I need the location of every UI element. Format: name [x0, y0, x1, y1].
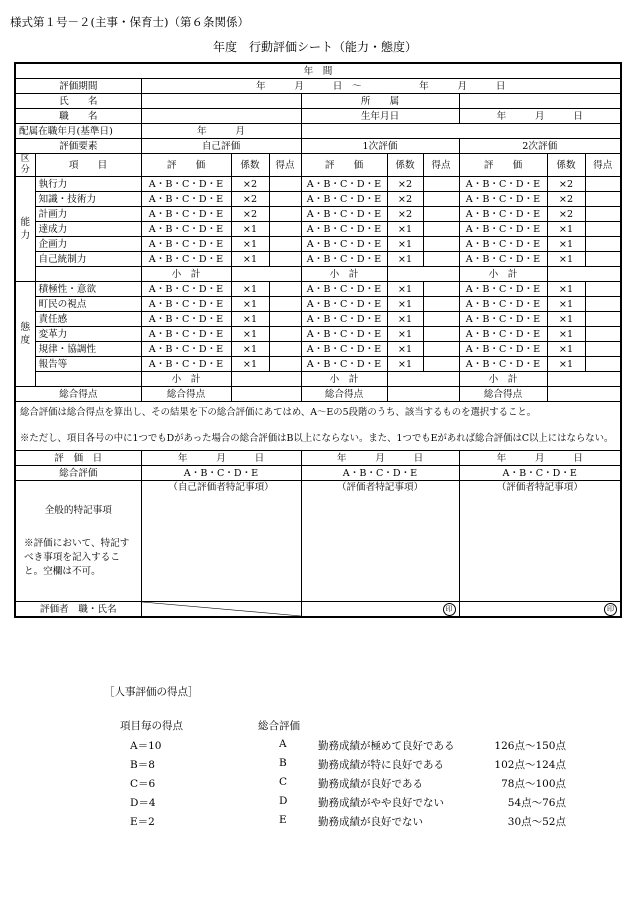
- score-field[interactable]: [585, 237, 621, 252]
- score-row: [0, 814, 630, 830]
- grade-select[interactable]: A・B・C・D・E: [301, 237, 387, 252]
- overall-label: 総合評価: [15, 466, 141, 481]
- overall-description: 勤務成績が極めて良好である: [318, 740, 455, 752]
- second-specials-heading: （評価者特記事項）: [496, 482, 583, 493]
- attitude-section: [15, 282, 621, 387]
- subtotal-label: 小 計: [459, 267, 547, 282]
- name-field[interactable]: [141, 94, 301, 109]
- coefficient: ×2: [387, 192, 423, 207]
- department-label: 所 属: [301, 94, 459, 109]
- score-field[interactable]: [423, 327, 459, 342]
- grade-select[interactable]: A・B・C・D・E: [459, 177, 547, 192]
- overall-description: 勤務成績が特に良好である: [318, 759, 444, 771]
- overall-second[interactable]: A・B・C・D・E: [459, 466, 621, 481]
- coefficient: ×1: [387, 222, 423, 237]
- score-field[interactable]: [423, 222, 459, 237]
- score-field[interactable]: [423, 282, 459, 297]
- eval-date-label: 評 価 日: [15, 451, 141, 466]
- score-field[interactable]: [423, 312, 459, 327]
- grade-select[interactable]: A・B・C・D・E: [141, 357, 231, 372]
- overall-grade: A: [279, 738, 287, 750]
- coefficient: ×1: [387, 252, 423, 267]
- score-field[interactable]: [423, 207, 459, 222]
- item-point: D＝4: [130, 797, 156, 809]
- grade-select[interactable]: A・B・C・D・E: [141, 312, 231, 327]
- coefficient: ×1: [547, 252, 585, 267]
- department-field[interactable]: [459, 94, 621, 109]
- score-header: 得点: [269, 154, 301, 177]
- score-field[interactable]: [269, 297, 301, 312]
- score-row: [0, 795, 630, 811]
- score-field[interactable]: [423, 252, 459, 267]
- grade-select[interactable]: A・B・C・D・E: [141, 207, 231, 222]
- item-point: E＝2: [130, 816, 155, 828]
- item-points-heading: 項目毎の得点: [120, 720, 183, 732]
- eval-date-second[interactable]: 年 月 日: [459, 451, 621, 466]
- coefficient: ×1: [231, 282, 269, 297]
- coefficient: ×1: [387, 357, 423, 372]
- assignment-label: 配属在職年月(基準日): [15, 124, 141, 139]
- score-field[interactable]: [269, 207, 301, 222]
- birthdate-label: 生年月日: [301, 109, 459, 124]
- total-self: 総合得点: [141, 387, 231, 402]
- grade-select[interactable]: A・B・C・D・E: [301, 222, 387, 237]
- coefficient: ×1: [231, 342, 269, 357]
- grade-select[interactable]: A・B・C・D・E: [301, 297, 387, 312]
- signature-label: 評価者 職・氏名: [15, 602, 141, 618]
- score-field[interactable]: [423, 297, 459, 312]
- overall-range: 126点～150点: [494, 740, 566, 752]
- coefficient: ×1: [547, 297, 585, 312]
- signature-first-field[interactable]: [301, 602, 459, 618]
- overall-description: 勤務成績が良好でない: [318, 816, 423, 828]
- subtotal-field[interactable]: [387, 372, 459, 387]
- score-field[interactable]: [269, 282, 301, 297]
- grade-select[interactable]: A・B・C・D・E: [141, 297, 231, 312]
- overall-range: 102点～124点: [494, 759, 566, 771]
- attitude-row: [15, 357, 621, 372]
- item-name: 積極性・意欲: [35, 282, 141, 297]
- diagonal-strike: [142, 602, 301, 616]
- coefficient: ×2: [231, 192, 269, 207]
- blank-cell: [301, 124, 621, 139]
- coefficient: ×1: [231, 357, 269, 372]
- ability-row: [15, 207, 621, 222]
- coefficient: ×2: [547, 207, 585, 222]
- item-name: 町民の視点: [35, 297, 141, 312]
- score-header: 得点: [585, 154, 621, 177]
- self-eval-header: 自己評価: [141, 139, 301, 154]
- grade-select[interactable]: A・B・C・D・E: [141, 177, 231, 192]
- score-field[interactable]: [269, 312, 301, 327]
- grade-select[interactable]: A・B・C・D・E: [459, 297, 547, 312]
- grade-select[interactable]: A・B・C・D・E: [459, 342, 547, 357]
- overall-description: 勤務成績が良好である: [318, 778, 423, 790]
- score-field[interactable]: [585, 327, 621, 342]
- coefficient: ×2: [547, 177, 585, 192]
- coefficient: ×1: [231, 312, 269, 327]
- score-field[interactable]: [585, 177, 621, 192]
- subtotal-label: 小 計: [301, 267, 387, 282]
- total-self-field[interactable]: [231, 387, 301, 402]
- coefficient: ×1: [231, 327, 269, 342]
- self-specials-heading: （自己評価者特記事項）: [168, 482, 274, 493]
- overall-first[interactable]: A・B・C・D・E: [301, 466, 459, 481]
- subtotal-field[interactable]: [387, 267, 459, 282]
- note-line-1: 総合評価は総合得点を算出し、その結果を下の総合評価にあてはめ、A～Eの5段階のうち、該当するものを選択すること。: [20, 407, 537, 418]
- signature-self-crossed: [141, 602, 301, 618]
- item-name: 執行力: [35, 177, 141, 192]
- item-point: C＝6: [130, 778, 156, 790]
- document-title: 年度 行動評価シート（能力・態度）: [212, 40, 417, 54]
- second-eval-header: 2次評価: [459, 139, 621, 154]
- grade-select[interactable]: A・B・C・D・E: [459, 312, 547, 327]
- coefficient: ×1: [547, 237, 585, 252]
- coef-header: 係数: [387, 154, 423, 177]
- rating-header: 評 価: [459, 154, 547, 177]
- grade-select[interactable]: A・B・C・D・E: [301, 327, 387, 342]
- item-name: 変革力: [35, 327, 141, 342]
- period-field[interactable]: 年 月 日 ～ 年 月 日: [141, 79, 621, 94]
- grade-select[interactable]: A・B・C・D・E: [301, 192, 387, 207]
- attitude-category-label: 態度: [15, 282, 35, 387]
- item-point: B＝8: [130, 759, 155, 771]
- subtotal-field[interactable]: [231, 267, 301, 282]
- subtotal-field[interactable]: [547, 372, 621, 387]
- ability-row: [15, 222, 621, 237]
- coefficient: ×1: [387, 282, 423, 297]
- score-row: [0, 776, 630, 792]
- total-label: 総合得点: [15, 387, 141, 402]
- instructions-note: [15, 402, 621, 451]
- score-field[interactable]: [423, 342, 459, 357]
- attitude-row: [15, 327, 621, 342]
- item-name: 達成力: [35, 222, 141, 237]
- seal-icon: 印: [443, 603, 456, 616]
- grade-select[interactable]: A・B・C・D・E: [459, 357, 547, 372]
- attitude-row: [15, 282, 621, 297]
- grade-select[interactable]: A・B・C・D・E: [141, 282, 231, 297]
- coefficient: ×2: [547, 192, 585, 207]
- period-label: 評価期間: [15, 79, 141, 94]
- eval-date-first[interactable]: 年 月 日: [301, 451, 459, 466]
- ability-row: [15, 252, 621, 267]
- first-specials-heading: （評価者特記事項）: [336, 482, 424, 493]
- signature-second-field[interactable]: [459, 602, 621, 618]
- score-field[interactable]: [423, 192, 459, 207]
- score-field[interactable]: [269, 342, 301, 357]
- coefficient: ×1: [547, 222, 585, 237]
- grade-select[interactable]: A・B・C・D・E: [459, 282, 547, 297]
- coefficient: ×1: [547, 312, 585, 327]
- score-section-title: ［人事評価の得点］: [104, 686, 199, 698]
- coefficient: ×1: [231, 297, 269, 312]
- coefficient: ×1: [547, 282, 585, 297]
- coefficient: ×1: [387, 237, 423, 252]
- score-field[interactable]: [269, 252, 301, 267]
- subtotal-label: 小 計: [141, 372, 231, 387]
- ability-category-label: 能力: [15, 177, 35, 282]
- ability-section: [15, 177, 621, 282]
- rating-header: 評 価: [301, 154, 387, 177]
- item-name: 規律・協調性: [35, 342, 141, 357]
- overall-description: 勤務成績がやや良好でない: [318, 797, 444, 809]
- first-eval-header: 1次評価: [301, 139, 459, 154]
- score-field[interactable]: [585, 357, 621, 372]
- item-name: 計画力: [35, 207, 141, 222]
- score-row: [0, 757, 630, 773]
- grade-select[interactable]: A・B・C・D・E: [141, 327, 231, 342]
- form-number: 様式第１号－２(主事・保育士)（第６条関係）: [10, 15, 249, 29]
- score-field[interactable]: [423, 237, 459, 252]
- overall-self[interactable]: A・B・C・D・E: [141, 466, 301, 481]
- coefficient: ×1: [231, 222, 269, 237]
- attitude-row: [15, 342, 621, 357]
- subtotal-label: 小 計: [141, 267, 231, 282]
- grade-select[interactable]: A・B・C・D・E: [459, 252, 547, 267]
- ability-row: [15, 177, 621, 192]
- grade-select[interactable]: A・B・C・D・E: [141, 252, 231, 267]
- coefficient: ×2: [231, 207, 269, 222]
- item-header: 項 目: [35, 154, 141, 177]
- total-first-field[interactable]: [387, 387, 459, 402]
- post-field[interactable]: [141, 109, 301, 124]
- coefficient: ×1: [387, 312, 423, 327]
- ability-subtotal-row: [15, 267, 621, 282]
- subtotal-field[interactable]: [231, 372, 301, 387]
- grade-select[interactable]: A・B・C・D・E: [141, 237, 231, 252]
- post-label: 職 名: [15, 109, 141, 124]
- grade-select[interactable]: A・B・C・D・E: [301, 312, 387, 327]
- grade-select[interactable]: A・B・C・D・E: [141, 192, 231, 207]
- blank-cell: [35, 267, 141, 282]
- element-header: 評価要素: [15, 139, 141, 154]
- rating-header: 評 価: [141, 154, 231, 177]
- attitude-subtotal-row: [15, 372, 621, 387]
- score-field[interactable]: [585, 207, 621, 222]
- overall-range: 54点～76点: [507, 797, 566, 809]
- score-field[interactable]: [585, 282, 621, 297]
- score-field[interactable]: [269, 177, 301, 192]
- total-second-field[interactable]: [547, 387, 621, 402]
- specials-label: 全般的特記事項: [44, 504, 112, 516]
- coefficient: ×1: [387, 342, 423, 357]
- coefficient: ×2: [387, 207, 423, 222]
- category-header: 区分: [15, 154, 35, 177]
- grade-select[interactable]: A・B・C・D・E: [301, 342, 387, 357]
- seal-icon: 印: [604, 603, 617, 616]
- specials-remark: ※評価において、特記すべき事項を記入すること。空欄は不可。: [24, 537, 130, 577]
- second-specials-field[interactable]: [459, 481, 621, 602]
- subtotal-label: 小 計: [301, 372, 387, 387]
- score-row: [0, 738, 630, 754]
- attitude-row: [15, 297, 621, 312]
- item-name: 企画力: [35, 237, 141, 252]
- overall-range: 78点～100点: [501, 778, 566, 790]
- total-second: 総合得点: [459, 387, 547, 402]
- overall-heading: 総合評価: [258, 720, 300, 732]
- item-name: 責任感: [35, 312, 141, 327]
- grade-select[interactable]: A・B・C・D・E: [301, 177, 387, 192]
- item-point: A＝10: [130, 740, 162, 752]
- score-field[interactable]: [423, 177, 459, 192]
- coefficient: ×1: [547, 357, 585, 372]
- subtotal-label: 小 計: [459, 372, 547, 387]
- coefficient: ×1: [231, 252, 269, 267]
- coefficient: ×1: [547, 342, 585, 357]
- grade-select[interactable]: A・B・C・D・E: [301, 282, 387, 297]
- score-field[interactable]: [269, 192, 301, 207]
- coefficient: ×2: [231, 177, 269, 192]
- assignment-field[interactable]: 年 月: [141, 124, 301, 139]
- coefficient: ×1: [231, 237, 269, 252]
- period-header: 年 間: [15, 63, 621, 79]
- score-field[interactable]: [585, 222, 621, 237]
- evaluation-table: [14, 62, 622, 618]
- grade-select[interactable]: A・B・C・D・E: [459, 207, 547, 222]
- score-field[interactable]: [269, 357, 301, 372]
- grade-select[interactable]: A・B・C・D・E: [459, 192, 547, 207]
- score-field[interactable]: [585, 252, 621, 267]
- coef-header: 係数: [231, 154, 269, 177]
- overall-grade: B: [279, 757, 287, 769]
- grade-select[interactable]: A・B・C・D・E: [301, 207, 387, 222]
- score-field[interactable]: [585, 342, 621, 357]
- score-field[interactable]: [585, 297, 621, 312]
- coefficient: ×1: [387, 297, 423, 312]
- note-line-2: ※ただし、項目各号の中に1つでもDがあった場合の総合評価はB以上にならない。また、1つでもEがあれば総合評価はC以上にはならない。: [20, 433, 614, 444]
- score-field[interactable]: [585, 192, 621, 207]
- overall-grade: D: [279, 795, 288, 807]
- overall-grade: E: [279, 814, 287, 826]
- first-specials-field[interactable]: [301, 481, 459, 602]
- name-label: 氏 名: [15, 94, 141, 109]
- grade-select[interactable]: A・B・C・D・E: [459, 222, 547, 237]
- coefficient: ×1: [547, 327, 585, 342]
- ability-row: [15, 192, 621, 207]
- attitude-row: [15, 312, 621, 327]
- birthdate-field[interactable]: 年 月 日: [459, 109, 621, 124]
- overall-grade: C: [279, 776, 288, 788]
- coef-header: 係数: [547, 154, 585, 177]
- item-name: 報告等: [35, 357, 141, 372]
- grade-select[interactable]: A・B・C・D・E: [301, 252, 387, 267]
- score-header: 得点: [423, 154, 459, 177]
- score-field[interactable]: [269, 327, 301, 342]
- grade-select[interactable]: A・B・C・D・E: [301, 357, 387, 372]
- score-field[interactable]: [423, 357, 459, 372]
- overall-range: 30点～52点: [507, 816, 566, 828]
- score-field[interactable]: [269, 222, 301, 237]
- blank-cell: [35, 372, 141, 387]
- specials-label-cell: [15, 481, 141, 602]
- item-name: 知識・技術力: [35, 192, 141, 207]
- grade-select[interactable]: A・B・C・D・E: [141, 222, 231, 237]
- ability-row: [15, 237, 621, 252]
- total-first: 総合得点: [301, 387, 387, 402]
- grade-select[interactable]: A・B・C・D・E: [141, 342, 231, 357]
- grade-select[interactable]: A・B・C・D・E: [459, 237, 547, 252]
- coefficient: ×2: [387, 177, 423, 192]
- item-name: 自己統制力: [35, 252, 141, 267]
- score-field[interactable]: [269, 237, 301, 252]
- subtotal-field[interactable]: [547, 267, 621, 282]
- grade-select[interactable]: A・B・C・D・E: [459, 327, 547, 342]
- eval-date-self[interactable]: 年 月 日: [141, 451, 301, 466]
- score-field[interactable]: [585, 312, 621, 327]
- coefficient: ×1: [387, 327, 423, 342]
- self-specials-field[interactable]: [141, 481, 301, 602]
